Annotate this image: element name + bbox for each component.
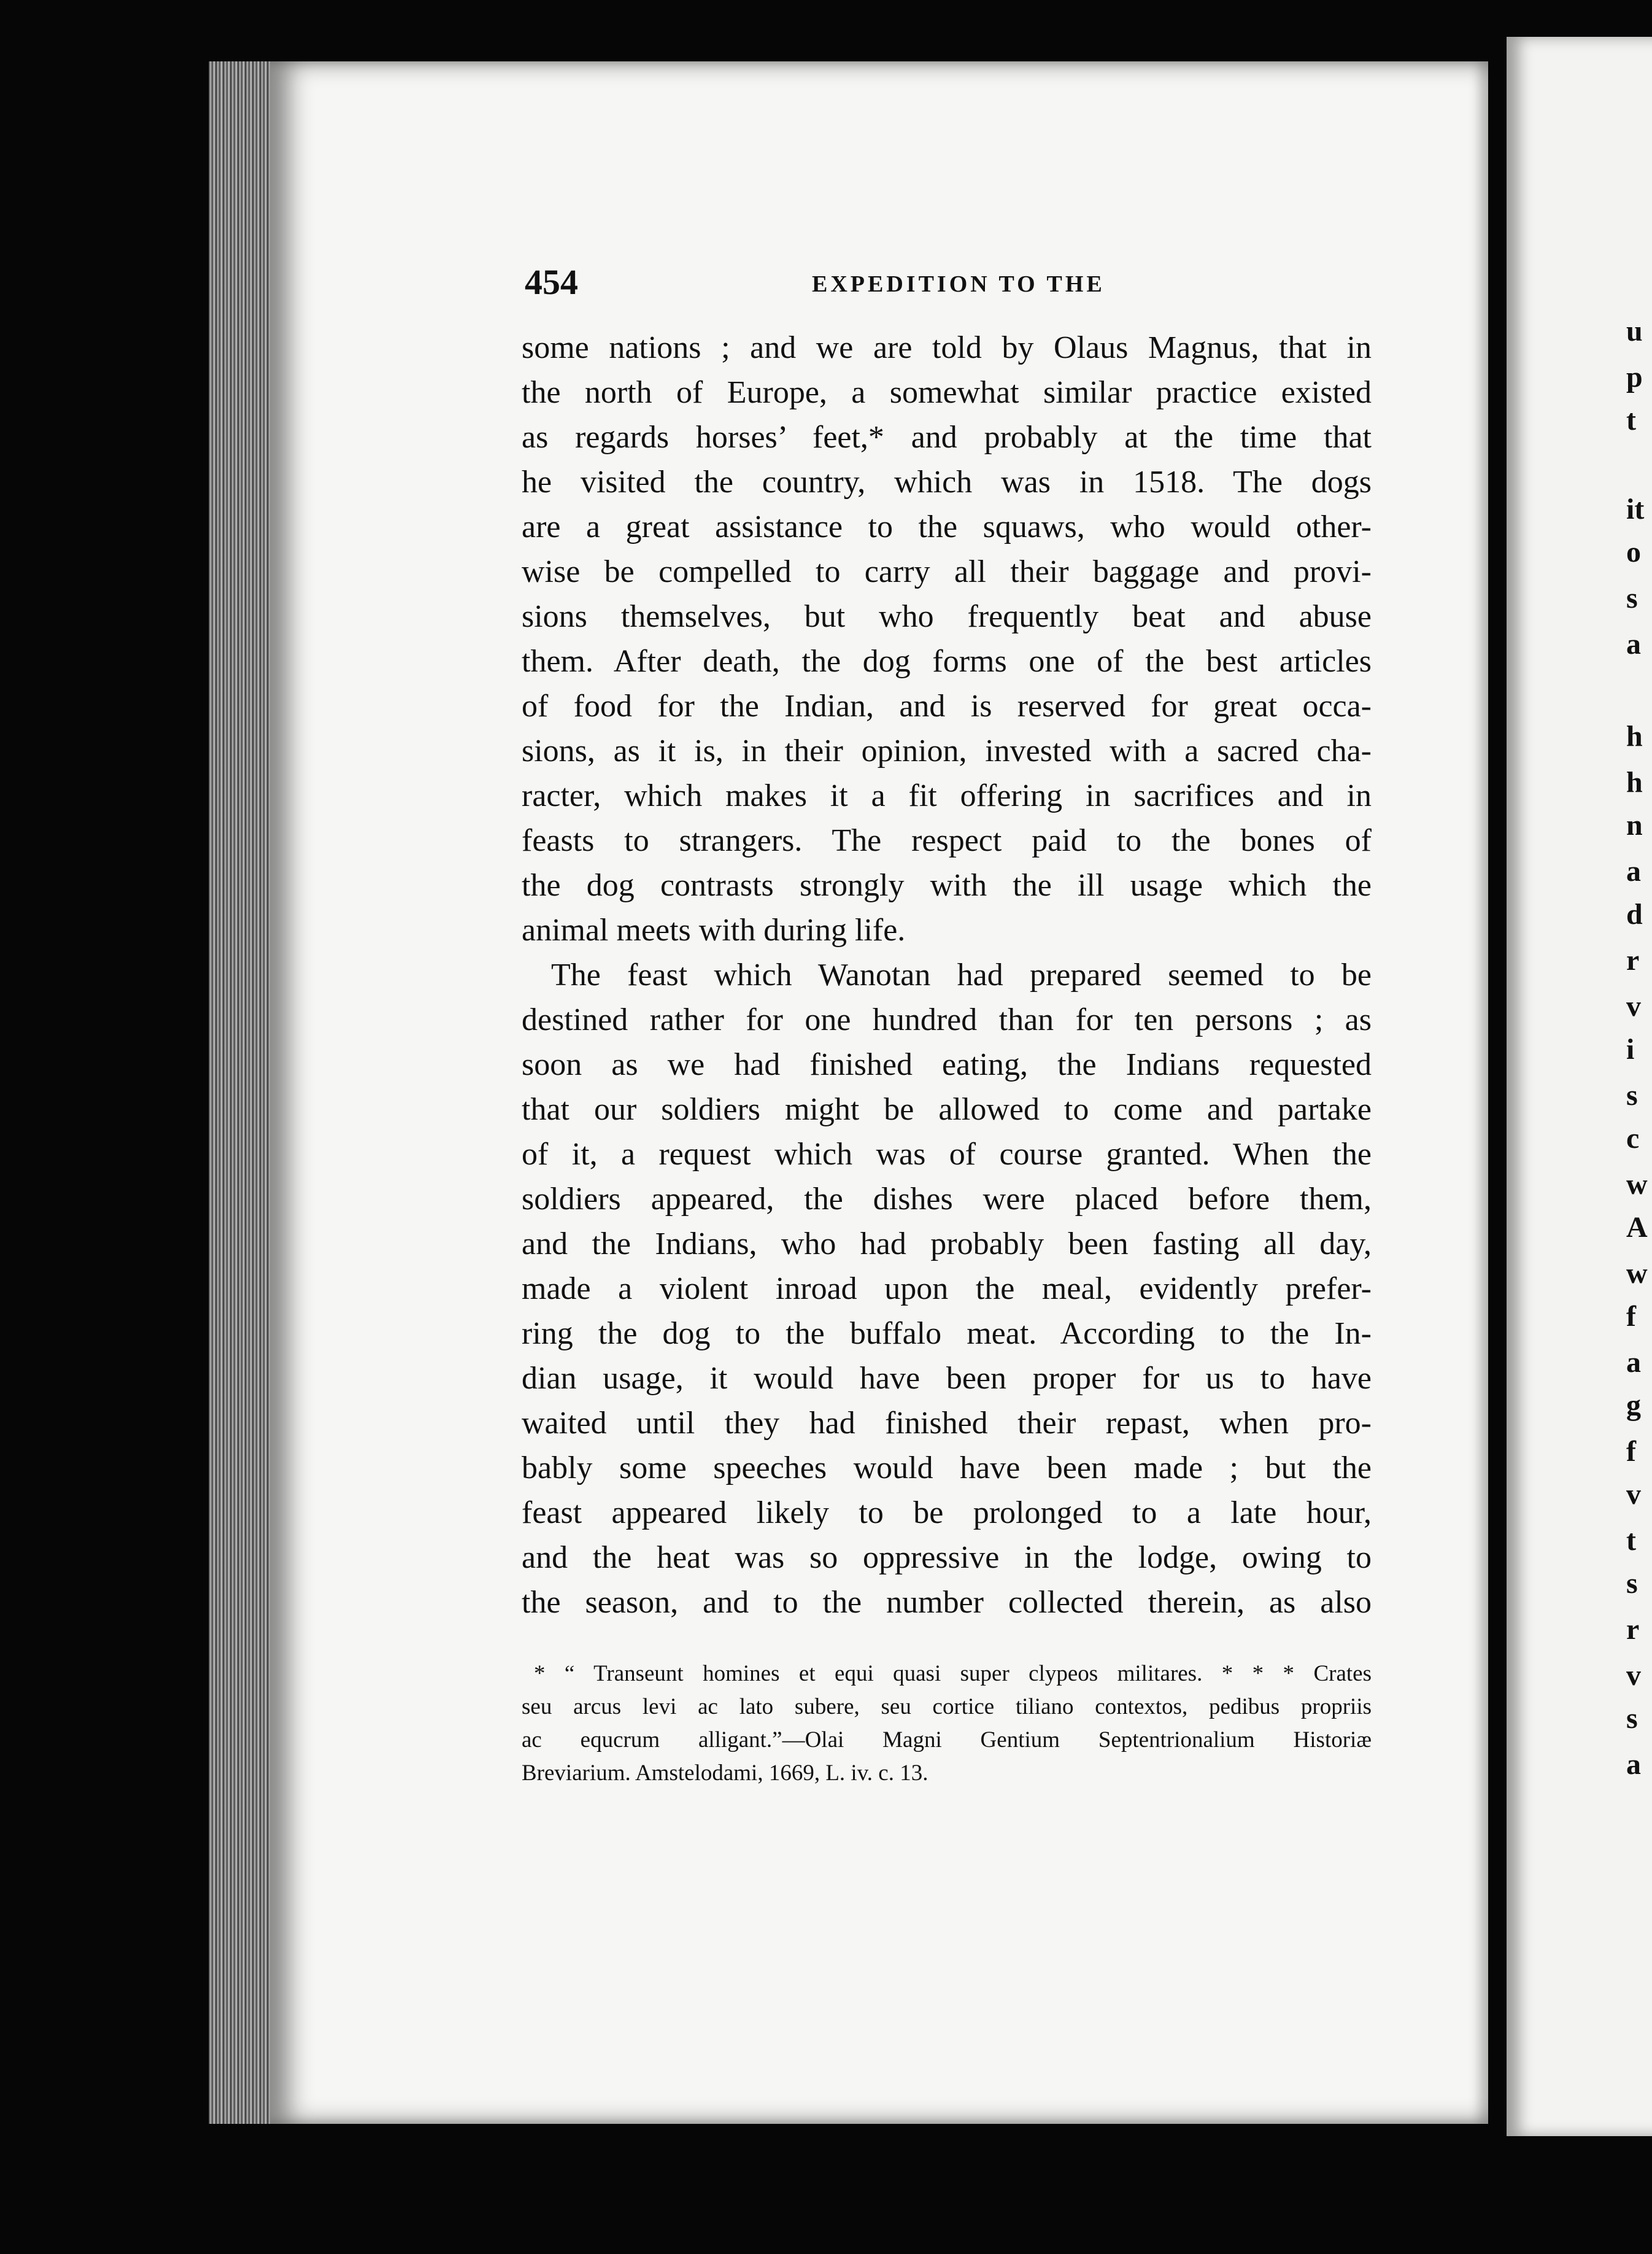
- text-line: of it, a request which was of course granted. When the: [522, 1137, 1372, 1172]
- running-title: EXPEDITION TO THE: [812, 271, 1105, 297]
- text-line: sions, as it is, in their opinion, invested with a sacred cha-: [522, 734, 1372, 769]
- text-line: the season, and to the number collected therein, as also: [522, 1585, 1372, 1620]
- text-line: he visited the country, which was in 1518. The dogs: [522, 465, 1372, 500]
- text-line: as regards horses’ feet,* and probably at the time that: [522, 420, 1372, 455]
- facing-fragment: h: [1626, 720, 1643, 753]
- page-number: 454: [525, 262, 578, 302]
- facing-fragment: s: [1626, 1567, 1638, 1600]
- text-line: that our soldiers might be allowed to come and partake: [522, 1092, 1372, 1127]
- text-line: feasts to strangers. The respect paid to the bones of: [522, 823, 1372, 858]
- facing-page-text: [1626, 0, 1652, 2254]
- facing-fragment: r: [1626, 1613, 1640, 1646]
- text-line: soon as we had finished eating, the Indians requested: [522, 1047, 1372, 1082]
- text-line: are a great assistance to the squaws, who would other-: [522, 509, 1372, 544]
- footnote-line: seu arcus levi ac lato subere, seu cortice tiliano contextos, pedibus propriis: [522, 1694, 1372, 1719]
- footnote-line: * “ Transeunt homines et equi quasi super clypeos militares. * * * Crates: [534, 1661, 1372, 1686]
- text-line: and the Indians, who had probably been fasting all day,: [522, 1226, 1372, 1261]
- text-line: sions themselves, but who frequently beat and abuse: [522, 599, 1372, 634]
- facing-fragment: f: [1626, 1435, 1636, 1468]
- footnote: [522, 1657, 1372, 1790]
- facing-fragment: a: [1626, 855, 1641, 888]
- facing-fragment: a: [1626, 628, 1641, 660]
- facing-fragment: p: [1626, 361, 1643, 393]
- facing-fragment: u: [1626, 315, 1643, 347]
- facing-fragment: s: [1626, 582, 1638, 614]
- text-line: the dog contrasts strongly with the ill usage which the: [522, 868, 1372, 903]
- facing-fragment: w: [1626, 1257, 1648, 1290]
- facing-fragment: v: [1626, 1478, 1641, 1511]
- facing-fragment: w: [1626, 1168, 1648, 1201]
- facing-fragment: o: [1626, 536, 1641, 568]
- facing-fragment: t: [1626, 404, 1636, 436]
- facing-fragment: a: [1626, 1748, 1641, 1781]
- facing-fragment: A: [1626, 1211, 1648, 1244]
- facing-fragment: it: [1626, 493, 1645, 525]
- text-line: waited until they had finished their repast, when pro-: [522, 1406, 1372, 1441]
- facing-fragment: i: [1626, 1033, 1635, 1066]
- text-line: the north of Europe, a somewhat similar practice existed: [522, 375, 1372, 410]
- facing-fragment: s: [1626, 1079, 1638, 1112]
- facing-fragment: c: [1626, 1122, 1640, 1155]
- text-line: bably some speeches would have been made ; but the: [522, 1450, 1372, 1485]
- text-line: them. After death, the dog forms one of the best articles: [522, 644, 1372, 679]
- text-line: racter, which makes it a fit offering in sacrifices and in: [522, 778, 1372, 813]
- text-line: dian usage, it would have been proper for us to have: [522, 1361, 1372, 1396]
- facing-fragment: a: [1626, 1346, 1641, 1379]
- text-line: ring the dog to the buffalo meat. According to the In-: [522, 1316, 1372, 1351]
- text-line: The feast which Wanotan had prepared seemed to be: [551, 958, 1372, 993]
- text-line: animal meets with during life.: [522, 913, 906, 948]
- text-line: of food for the Indian, and is reserved for great occa-: [522, 689, 1372, 724]
- facing-fragment: t: [1626, 1524, 1636, 1557]
- facing-fragment: n: [1626, 809, 1643, 842]
- text-line: made a violent inroad upon the meal, evidently prefer-: [522, 1271, 1372, 1306]
- running-head: [525, 258, 1372, 307]
- footnote-line: Breviarium. Amstelodami, 1669, L. iv. c. 13.: [522, 1760, 928, 1786]
- facing-fragment: r: [1626, 944, 1640, 977]
- facing-fragment: d: [1626, 898, 1643, 931]
- text-line: feast appeared likely to be prolonged to a late hour,: [522, 1495, 1372, 1530]
- facing-fragment: v: [1626, 1659, 1641, 1692]
- facing-fragment: h: [1626, 766, 1643, 799]
- footnote-line: ac equcrum alligant.”—Olai Magni Gentium Septentrionalium Historiæ: [522, 1727, 1372, 1752]
- text-line: some nations ; and we are told by Olaus Magnus, that in: [522, 330, 1372, 365]
- facing-fragment: s: [1626, 1702, 1638, 1735]
- facing-fragment: g: [1626, 1389, 1641, 1422]
- text-line: and the heat was so oppressive in the lodge, owing to: [522, 1540, 1372, 1575]
- facing-fragment: v: [1626, 990, 1641, 1023]
- text-line: destined rather for one hundred than for ten persons ; as: [522, 1002, 1372, 1037]
- facing-fragment: f: [1626, 1300, 1636, 1333]
- text-line: soldiers appeared, the dishes were placed before them,: [522, 1182, 1372, 1217]
- text-line: wise be compelled to carry all their baggage and provi-: [522, 554, 1372, 589]
- body-text: [522, 325, 1372, 1625]
